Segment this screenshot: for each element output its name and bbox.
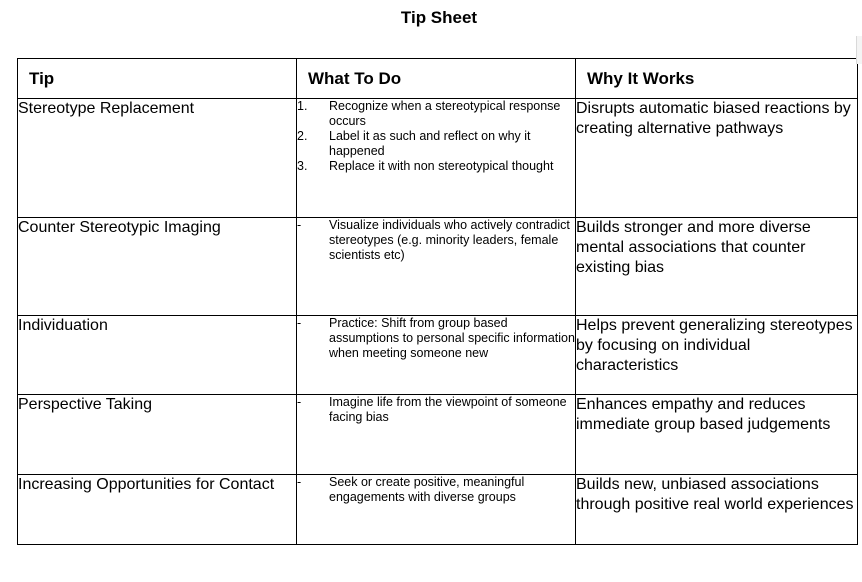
table-row xyxy=(18,218,858,316)
column-header-what-to-do: What To Do xyxy=(297,59,576,99)
list-item xyxy=(297,218,575,263)
scrollbar-edge[interactable] xyxy=(856,36,862,64)
table-row xyxy=(18,395,858,475)
tip-cell: Perspective Taking xyxy=(18,395,297,475)
column-header-why-it-works: Why It Works xyxy=(576,59,858,99)
list-item-text: Recognize when a stereotypical response occurs xyxy=(329,99,561,128)
what-to-do-cell xyxy=(297,395,576,475)
page-title: Tip Sheet xyxy=(400,8,478,27)
tip-cell: Increasing Opportunities for Contact xyxy=(18,475,297,545)
list-marker: - xyxy=(297,218,302,232)
tip-cell: Stereotype Replacement xyxy=(18,99,297,218)
tip-table xyxy=(17,58,858,545)
list-item xyxy=(297,316,575,361)
list-marker: 2. xyxy=(297,129,308,143)
list-item xyxy=(297,159,575,174)
tip-cell: Individuation xyxy=(18,316,297,395)
table-row xyxy=(18,99,858,218)
column-header-tip: Tip xyxy=(18,59,297,99)
what-to-do-cell xyxy=(297,475,576,545)
why-it-works-cell: Enhances empathy and reduces immediate group based judgements xyxy=(576,395,858,475)
list-item-text: Label it as such and reflect on why it happened xyxy=(329,129,531,158)
list-item-text: Seek or create positive, meaningful engagements with diverse groups xyxy=(329,475,525,504)
list-item xyxy=(297,395,575,425)
table-header-row xyxy=(18,59,858,99)
what-to-do-cell xyxy=(297,316,576,395)
why-it-works-cell: Builds stronger and more diverse mental associations that counter existing bias xyxy=(576,218,858,316)
why-it-works-cell: Builds new, unbiased associations through positive real world experiences xyxy=(576,475,858,545)
tip-cell: Counter Stereotypic Imaging xyxy=(18,218,297,316)
list-item-text: Replace it with non stereotypical thought xyxy=(329,159,554,173)
list-marker: 1. xyxy=(297,99,308,113)
what-to-do-cell xyxy=(297,99,576,218)
list-item xyxy=(297,99,575,129)
why-it-works-cell: Helps prevent generalizing stereotypes by focusing on individual characteristics xyxy=(576,316,858,395)
why-it-works-cell: Disrupts automatic biased reactions by creating alternative pathways xyxy=(576,99,858,218)
list-item-text: Practice: Shift from group based assumptions to personal specific information when meeting someone new xyxy=(329,316,575,360)
list-marker: - xyxy=(297,475,302,489)
list-item-text: Visualize individuals who actively contradict stereotypes (e.g. minority leaders, female scientists etc) xyxy=(329,218,570,262)
list-marker: - xyxy=(297,316,302,330)
what-to-do-cell xyxy=(297,218,576,316)
list-item xyxy=(297,475,575,505)
table-row xyxy=(18,316,858,395)
list-item xyxy=(297,129,575,159)
list-marker: - xyxy=(297,395,302,409)
list-marker: 3. xyxy=(297,159,308,173)
table-row xyxy=(18,475,858,545)
list-item-text: Imagine life from the viewpoint of someone facing bias xyxy=(329,395,567,424)
